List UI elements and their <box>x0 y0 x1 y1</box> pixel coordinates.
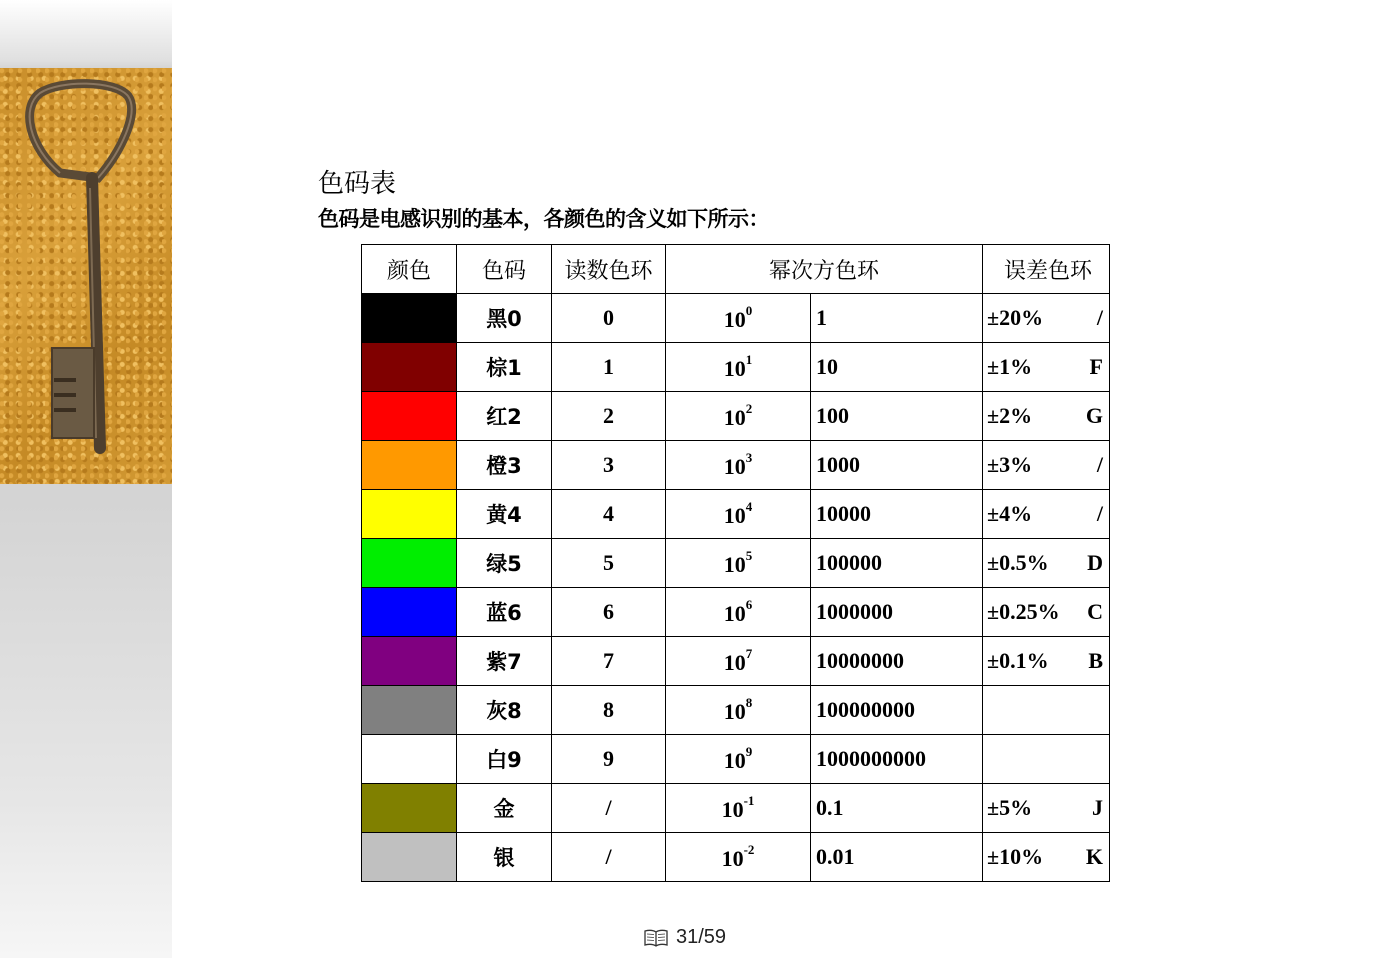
power-base: 10 <box>723 650 746 675</box>
multiplier-cell: 10000000 <box>811 637 983 686</box>
color-swatch <box>362 294 457 343</box>
power-cell <box>666 539 811 588</box>
power-exponent: 5 <box>745 548 753 563</box>
reading-cell: 6 <box>552 588 666 637</box>
reading-cell: 5 <box>552 539 666 588</box>
reading-cell: 0 <box>552 294 666 343</box>
power-cell <box>666 588 811 637</box>
tolerance-letter: / <box>1096 305 1103 330</box>
multiplier-cell: 1000000 <box>811 588 983 637</box>
header-reading: 读数色环 <box>552 245 666 294</box>
tolerance-letter: C <box>1087 599 1103 624</box>
color-code-cell <box>457 686 552 735</box>
tolerance-cell <box>983 588 1110 637</box>
tolerance-cell <box>983 490 1110 539</box>
color-swatch <box>362 686 457 735</box>
power-base: 10 <box>723 405 746 430</box>
color-code-cell <box>457 833 552 882</box>
power-exponent: -1 <box>743 793 755 808</box>
sidebar <box>0 0 172 958</box>
header-code: 色码 <box>457 245 552 294</box>
page-indicator <box>644 926 726 949</box>
tolerance-value: ±0.5% <box>987 550 1049 575</box>
color-swatch <box>362 392 457 441</box>
power-cell <box>666 784 811 833</box>
header-tolerance: 误差色环 <box>983 245 1110 294</box>
power-exponent: 4 <box>745 499 753 514</box>
power-base: 10 <box>721 797 744 822</box>
power-cell <box>666 833 811 882</box>
power-base: 10 <box>723 307 746 332</box>
multiplier-cell: 100000 <box>811 539 983 588</box>
power-cell <box>666 441 811 490</box>
reading-cell: 8 <box>552 686 666 735</box>
tolerance-letter: D <box>1087 550 1103 575</box>
color-code-cell <box>457 343 552 392</box>
tolerance-cell <box>983 735 1110 784</box>
key-image <box>0 68 172 484</box>
color-code: 白9 <box>486 748 522 772</box>
power-base: 10 <box>721 846 744 871</box>
tolerance-cell <box>983 784 1110 833</box>
color-code: 灰8 <box>486 699 522 723</box>
color-swatch <box>362 735 457 784</box>
multiplier-cell: 0.1 <box>811 784 983 833</box>
tolerance-cell <box>983 294 1110 343</box>
color-swatch <box>362 539 457 588</box>
tolerance-value: ±4% <box>987 501 1033 526</box>
tolerance-cell <box>983 441 1110 490</box>
table-row <box>362 686 1110 735</box>
tolerance-letter: F <box>1089 354 1103 379</box>
color-swatch <box>362 637 457 686</box>
tolerance-value: ±2% <box>987 403 1033 428</box>
color-code: 紫7 <box>486 650 522 674</box>
multiplier-cell: 100 <box>811 392 983 441</box>
reading-cell: 9 <box>552 735 666 784</box>
table-row <box>362 490 1110 539</box>
power-exponent: 8 <box>745 695 753 710</box>
multiplier-cell: 0.01 <box>811 833 983 882</box>
table-row <box>362 833 1110 882</box>
color-swatch <box>362 490 457 539</box>
power-cell <box>666 735 811 784</box>
slide-subtitle: 色码是电感识别的基本，各颜色的含义如下所示： <box>318 207 769 231</box>
multiplier-cell: 10 <box>811 343 983 392</box>
tolerance-value: ±10% <box>987 844 1044 869</box>
reading-cell: 1 <box>552 343 666 392</box>
page-number: 31/59 <box>676 926 727 948</box>
tolerance-cell <box>983 539 1110 588</box>
power-base: 10 <box>723 601 746 626</box>
tolerance-value: ±0.1% <box>987 648 1049 673</box>
power-cell <box>666 686 811 735</box>
power-exponent: 2 <box>745 401 753 416</box>
tolerance-cell <box>983 833 1110 882</box>
tolerance-cell <box>983 637 1110 686</box>
tolerance-letter: J <box>1092 795 1103 820</box>
color-code-cell <box>457 441 552 490</box>
reading-cell: 4 <box>552 490 666 539</box>
color-code-cell <box>457 784 552 833</box>
table-row <box>362 539 1110 588</box>
power-base: 10 <box>723 503 746 528</box>
tolerance-letter: / <box>1096 452 1103 477</box>
power-base: 10 <box>723 454 746 479</box>
tolerance-value: ±3% <box>987 452 1033 477</box>
power-exponent: 0 <box>745 303 753 318</box>
tolerance-letter: B <box>1088 648 1103 673</box>
color-code: 棕1 <box>486 356 522 380</box>
tolerance-value: ±0.25% <box>987 599 1060 624</box>
table-header-row <box>362 245 1110 294</box>
power-base: 10 <box>723 552 746 577</box>
tolerance-letter: G <box>1085 403 1103 428</box>
reading-cell: 2 <box>552 392 666 441</box>
power-exponent: 9 <box>745 744 753 759</box>
tolerance-value: ±1% <box>987 354 1033 379</box>
color-swatch <box>362 343 457 392</box>
power-cell <box>666 490 811 539</box>
tolerance-cell <box>983 343 1110 392</box>
color-code: 银 <box>493 846 515 870</box>
table-row <box>362 294 1110 343</box>
power-cell <box>666 637 811 686</box>
power-base: 10 <box>723 356 746 381</box>
reading-cell: / <box>552 784 666 833</box>
table-row <box>362 588 1110 637</box>
color-code: 黄4 <box>486 503 522 527</box>
tolerance-cell <box>983 392 1110 441</box>
reading-cell: / <box>552 833 666 882</box>
multiplier-cell: 100000000 <box>811 686 983 735</box>
reading-cell: 3 <box>552 441 666 490</box>
key-icon <box>0 68 172 484</box>
color-code: 蓝6 <box>486 601 522 625</box>
table-row <box>362 441 1110 490</box>
multiplier-cell: 1 <box>811 294 983 343</box>
power-exponent: 7 <box>745 646 753 661</box>
color-code: 金 <box>493 797 515 821</box>
multiplier-cell: 10000 <box>811 490 983 539</box>
color-code: 红2 <box>486 405 522 429</box>
color-code: 橙3 <box>486 454 522 478</box>
color-swatch <box>362 441 457 490</box>
book-icon <box>644 929 668 947</box>
header-color: 颜色 <box>362 245 457 294</box>
power-base: 10 <box>723 699 746 724</box>
color-code-cell <box>457 735 552 784</box>
slide-title: 色码表 <box>318 169 397 199</box>
table-row <box>362 637 1110 686</box>
multiplier-cell: 1000000000 <box>811 735 983 784</box>
header-power: 幂次方色环 <box>666 245 983 294</box>
color-swatch <box>362 784 457 833</box>
tolerance-cell <box>983 686 1110 735</box>
color-swatch <box>362 833 457 882</box>
color-code: 绿5 <box>486 552 522 576</box>
tolerance-value: ±20% <box>987 305 1044 330</box>
color-code-cell <box>457 637 552 686</box>
color-code-cell <box>457 539 552 588</box>
color-code-cell <box>457 294 552 343</box>
power-exponent: -2 <box>743 842 755 857</box>
table-row <box>362 392 1110 441</box>
table-row <box>362 343 1110 392</box>
color-code-cell <box>457 588 552 637</box>
power-exponent: 3 <box>745 450 753 465</box>
power-exponent: 6 <box>745 597 753 612</box>
color-code-cell <box>457 490 552 539</box>
tolerance-value: ±5% <box>987 795 1033 820</box>
color-code-cell <box>457 392 552 441</box>
color-code-table <box>361 244 1110 882</box>
color-swatch <box>362 588 457 637</box>
power-exponent: 1 <box>745 352 753 367</box>
multiplier-cell: 1000 <box>811 441 983 490</box>
table-row <box>362 735 1110 784</box>
tolerance-letter: K <box>1085 844 1103 869</box>
color-code: 黑0 <box>486 307 522 331</box>
power-cell <box>666 343 811 392</box>
power-cell <box>666 392 811 441</box>
power-base: 10 <box>723 748 746 773</box>
tolerance-letter: / <box>1096 501 1103 526</box>
power-cell <box>666 294 811 343</box>
table-row <box>362 784 1110 833</box>
reading-cell: 7 <box>552 637 666 686</box>
